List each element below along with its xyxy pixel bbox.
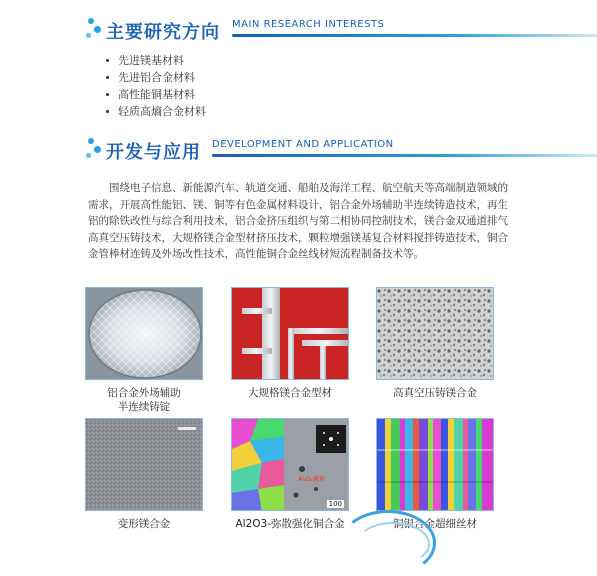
al2o3-copper-image: [231, 418, 349, 511]
research-title: 主要研究方向: [106, 22, 220, 43]
scale-bar-label: 100: [328, 500, 342, 508]
research-list: [104, 52, 206, 120]
development-header: [84, 134, 597, 168]
photo-card-wrought-mg: [85, 418, 203, 531]
photo-caption: 大规格镁合金型材: [248, 387, 332, 399]
photo-caption: 高真空压铸镁合金: [393, 387, 477, 399]
research-divider: [232, 34, 597, 37]
research-title-en: MAIN RESEARCH INTERESTS: [232, 19, 385, 30]
aluminum-ingot-image: [85, 287, 203, 380]
list-item: 先进铝合金材料: [104, 69, 206, 86]
decorative-arc: [356, 522, 430, 566]
photo-caption: Al2O3-弥散强化铜合金: [235, 518, 345, 530]
dots-icon: [84, 18, 106, 42]
al2o3-label: Al₂O₃颗粒: [298, 476, 326, 483]
mg-profile-image: [231, 287, 349, 380]
list-item: 高性能铜基材料: [104, 86, 206, 103]
development-title: 开发与应用: [106, 142, 201, 163]
list-item: 先进镁基材料: [104, 52, 206, 69]
development-divider: [212, 154, 597, 157]
development-paragraph: 围绕电子信息、新能源汽车、轨道交通、船舶及海洋工程、航空航天等高端制造领域的需求，开展高性能铝、镁、铜等有色金属材料设计，铝合金外场辅助半连续铸造技术，再生铝的除铁改性与综合利用技术，铝合金挤压组织与第二相协同控制技术，镁合金双通道排气高真空压铸技术，大规格镁合金型材挤压技术，颗粒增强镁基复合材料搅拌铸造技术，铜合金管棒材连铸及外场改性技术，高性能铜合金丝线材短流程制备技术等。: [88, 182, 508, 260]
photo-caption: 变形镁合金: [117, 518, 171, 530]
research-header: [84, 14, 597, 48]
development-title-en: DEVELOPMENT AND APPLICATION: [212, 139, 394, 150]
cu-ag-wire-image: [376, 418, 494, 511]
die-cast-microstructure-image: [376, 287, 494, 380]
photo-card-mg-profiles: [231, 287, 349, 400]
wrought-mg-image: [85, 418, 203, 511]
list-item: 轻质高熵合金材料: [104, 103, 206, 120]
photo-caption: 铝合金外场辅助 半连续铸锭: [107, 387, 181, 413]
photo-card-al2o3-copper: [231, 418, 349, 531]
photo-card-aluminum-ingot: [85, 287, 203, 414]
photo-card-die-cast: [376, 287, 494, 400]
dots-icon: [84, 138, 106, 162]
photo-caption: 铜银合金超细丝材: [393, 518, 477, 530]
